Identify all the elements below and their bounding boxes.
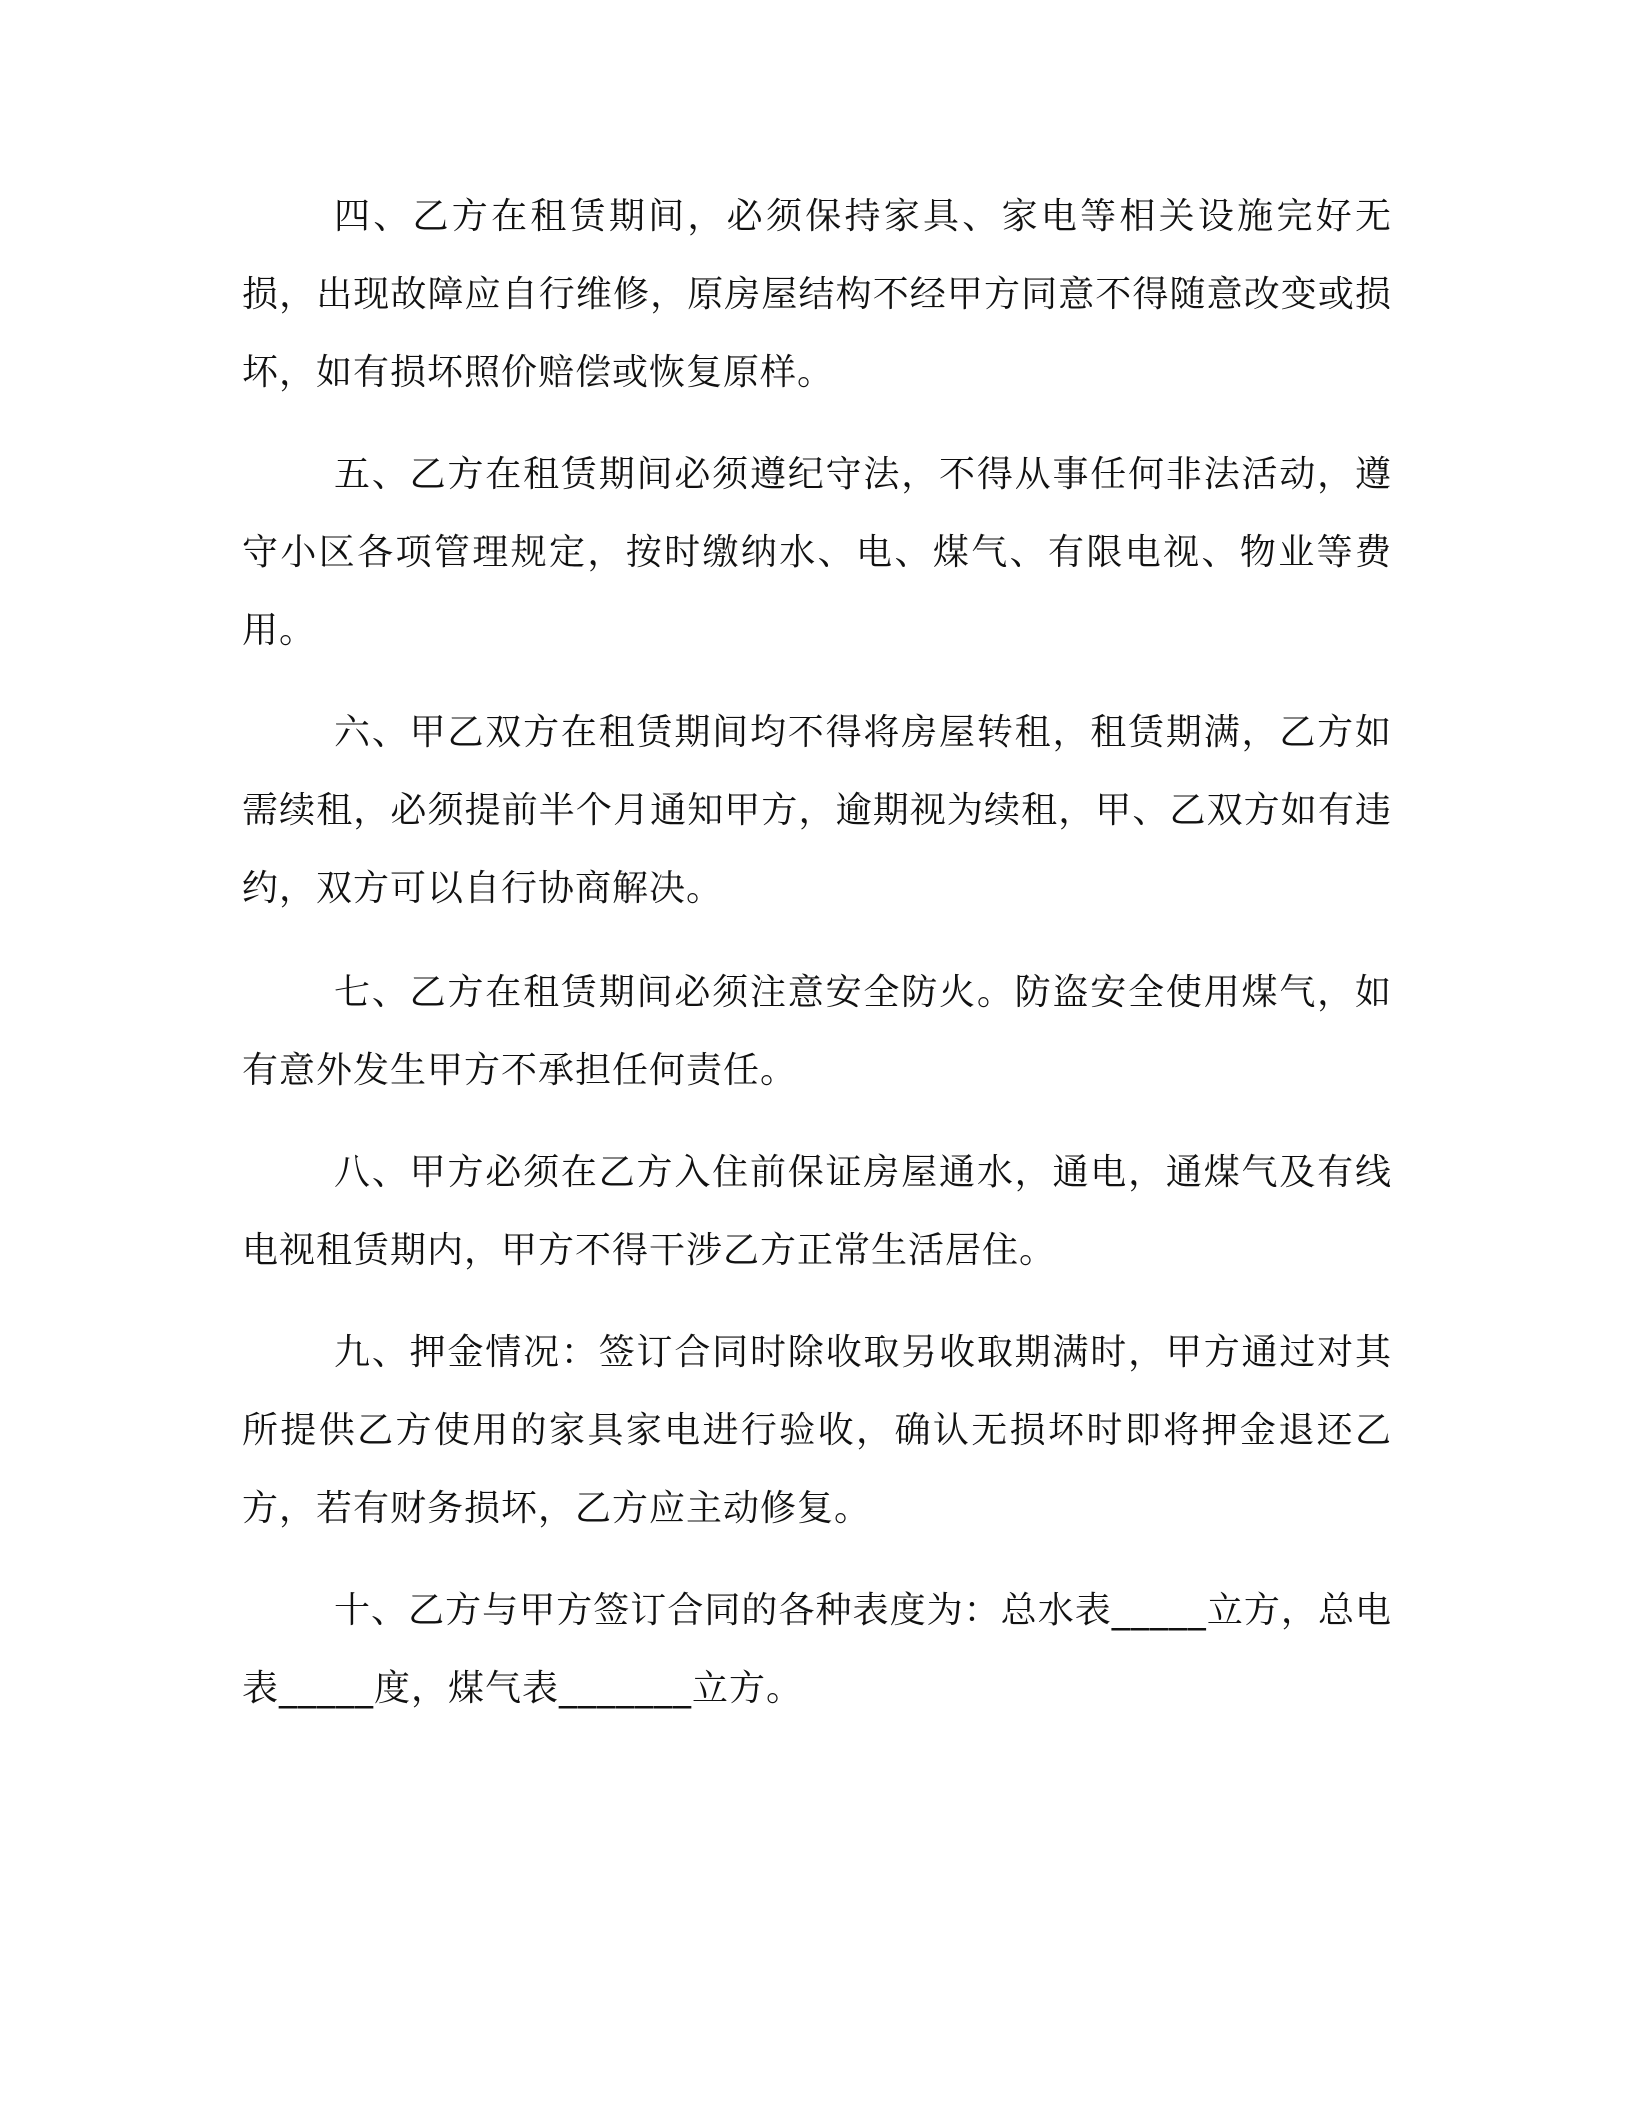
clause-4: 四、乙方在租赁期间，必须保持家具、家电等相关设施完好无损，出现故障应自行维修，原房屋结构不经甲方同意不得随意改变或损坏，如有损坏照价赔偿或恢复原样。 — [242, 196, 1392, 393]
clause-10: 十、乙方与甲方签订合同的各种表度为：总水表_____立方，总电表_____度，煤气表_______立方。 — [242, 1590, 1392, 1709]
clause-6: 六、甲乙双方在租赁期间均不得将房屋转租，租赁期满，乙方如需续租，必须提前半个月通知甲方，逾期视为续租，甲、乙双方如有违约，双方可以自行协商解决。 — [242, 712, 1392, 909]
clause-9: 九、押金情况：签订合同时除收取另收取期满时，甲方通过对其所提供乙方使用的家具家电进行验收，确认无损坏时即将押金退还乙方，若有财务损坏，乙方应主动修复。 — [242, 1332, 1392, 1529]
clause-7: 七、乙方在租赁期间必须注意安全防火。防盗安全使用煤气，如有意外发生甲方不承担任何责任。 — [242, 972, 1392, 1091]
clause-5: 五、乙方在租赁期间必须遵纪守法，不得从事任何非法活动，遵守小区各项管理规定，按时缴纳水、电、煤气、有限电视、物业等费用。 — [242, 454, 1392, 651]
clause-8: 八、甲方必须在乙方入住前保证房屋通水，通电，通煤气及有线电视租赁期内，甲方不得干涉乙方正常生活居住。 — [242, 1152, 1392, 1271]
